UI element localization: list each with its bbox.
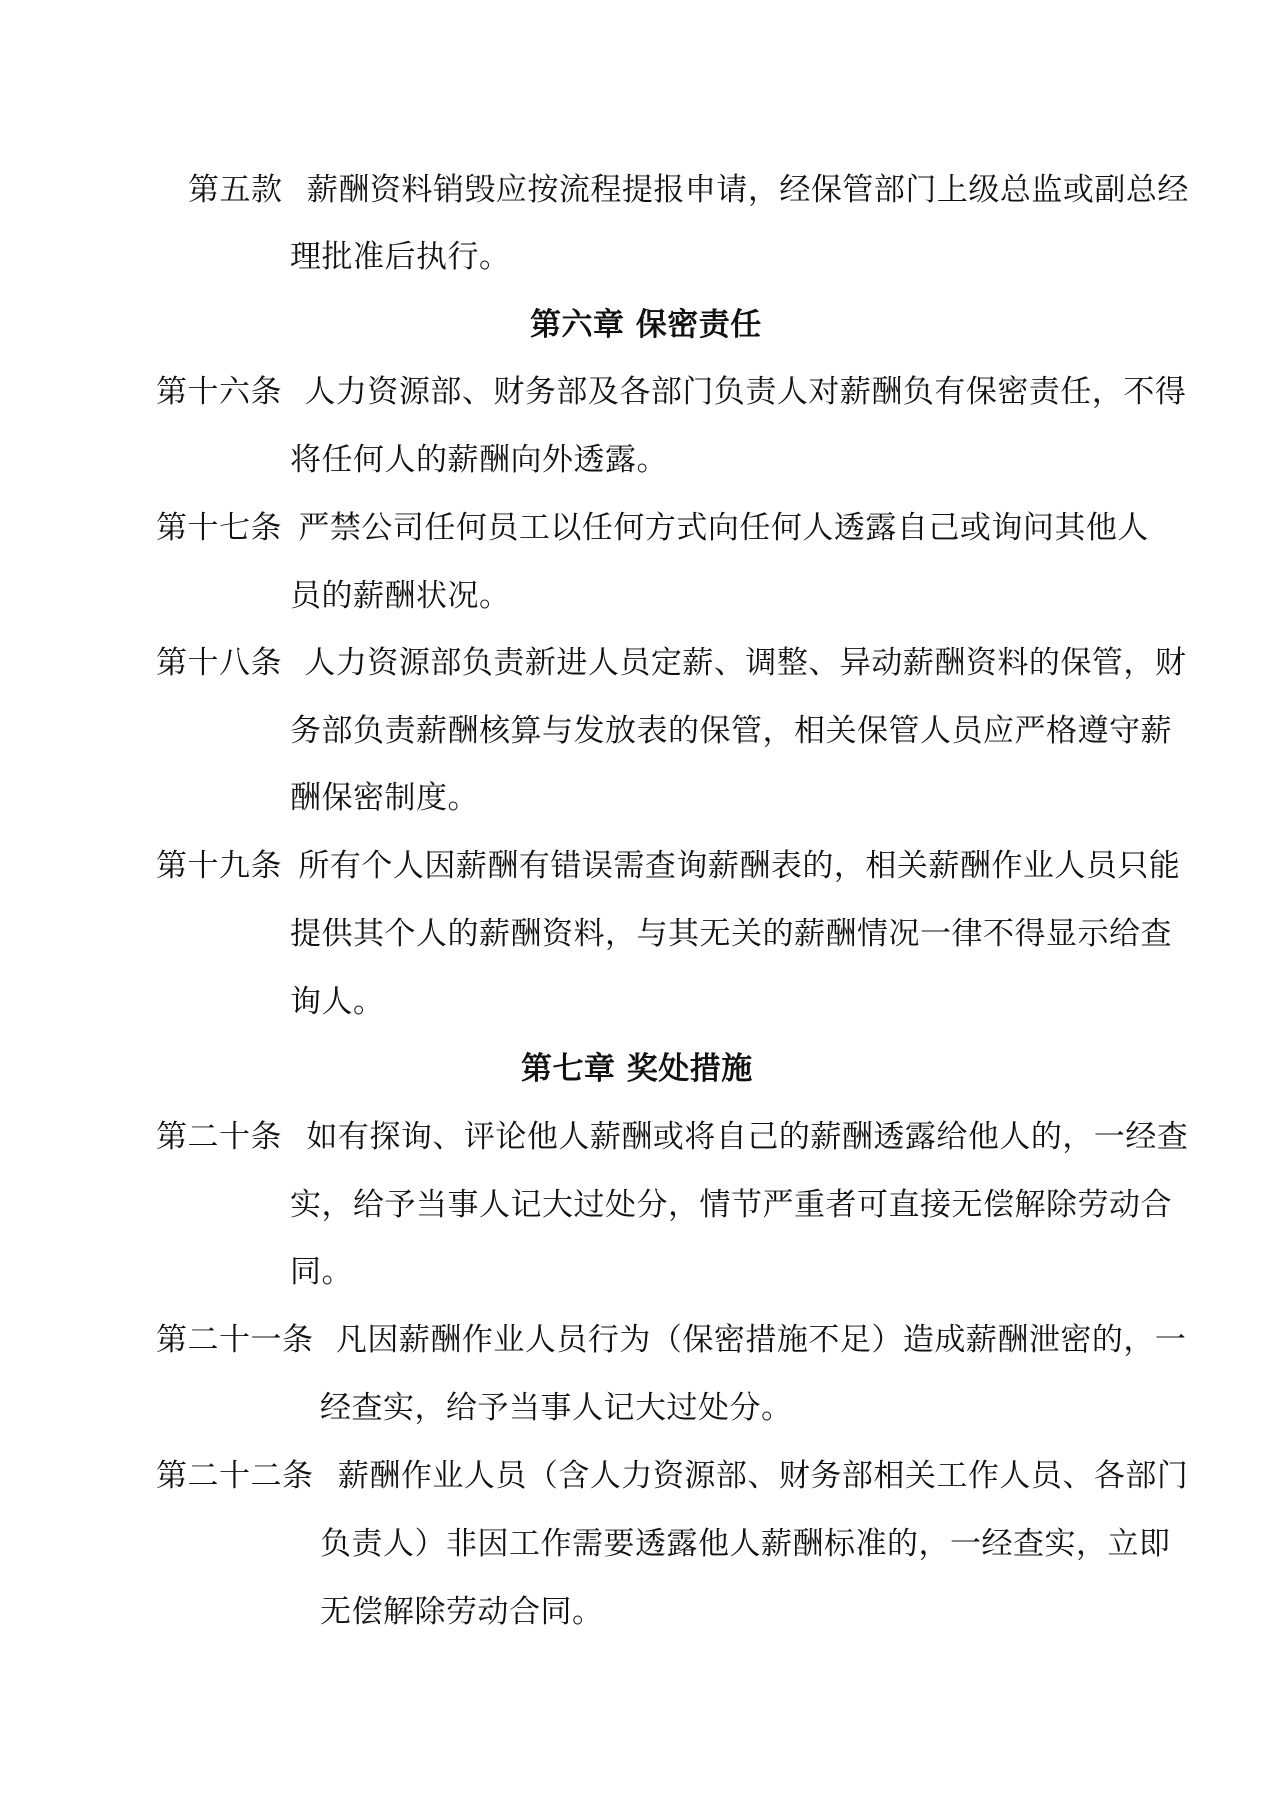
article-17-text-1: 严禁公司任何员工以任何方式向任何人透露自己或询问其他人 bbox=[298, 510, 1149, 546]
article-20-line-2: 实，给予当事人记大过处分，情节严重者可直接无偿解除劳动合 bbox=[290, 1187, 1172, 1223]
clause-5-label: 第五款 bbox=[188, 172, 283, 208]
article-19-text-1: 所有个人因薪酬有错误需查询薪酬表的，相关薪酬作业人员只能 bbox=[298, 848, 1181, 884]
article-22-text-1: 薪酬作业人员（含人力资源部、财务部相关工作人员、各部门 bbox=[337, 1458, 1189, 1494]
article-20-label: 第二十条 bbox=[156, 1119, 282, 1155]
article-18-label: 第十八条 bbox=[156, 645, 282, 681]
article-22-line-2: 负责人）非因工作需要透露他人薪酬标准的，一经查实，立即 bbox=[320, 1526, 1171, 1562]
article-21-label: 第二十一条 bbox=[156, 1322, 314, 1358]
clause-5-text-1: 薪酬资料销毁应按流程提报申请，经保管部门上级总监或副总经 bbox=[306, 172, 1189, 208]
article-17-line-1 bbox=[156, 508, 1149, 548]
article-21-line-1 bbox=[156, 1320, 1186, 1360]
article-19-label: 第十九条 bbox=[156, 848, 282, 884]
clause-5-line-2: 理批准后执行。 bbox=[290, 239, 511, 275]
article-17-label: 第十七条 bbox=[156, 510, 282, 546]
article-21-text-1: 凡因薪酬作业人员行为（保密措施不足）造成薪酬泄密的，一 bbox=[335, 1322, 1187, 1358]
article-22-label: 第二十二条 bbox=[156, 1458, 314, 1494]
article-22-line-3: 无偿解除劳动合同。 bbox=[320, 1594, 604, 1630]
article-20-text-1: 如有探询、评论他人薪酬或将自己的薪酬透露给他人的，一经查 bbox=[306, 1119, 1189, 1155]
article-16-text-1: 人力资源部、财务部及各部门负责人对薪酬负有保密责任，不得 bbox=[304, 374, 1187, 410]
article-16-label: 第十六条 bbox=[156, 374, 282, 410]
article-17-line-2: 员的薪酬状况。 bbox=[290, 578, 511, 614]
article-16-line-1 bbox=[156, 372, 1186, 412]
article-21-line-2: 经查实，给予当事人记大过处分。 bbox=[320, 1390, 793, 1426]
article-22-line-1 bbox=[156, 1456, 1188, 1496]
chapter-7-heading: 第七章 奖处措施 bbox=[521, 1051, 753, 1087]
article-19-line-3: 询人。 bbox=[290, 984, 385, 1020]
article-18-line-2: 务部负责薪酬核算与发放表的保管，相关保管人员应严格遵守薪 bbox=[290, 713, 1172, 749]
article-20-line-3: 同。 bbox=[290, 1254, 353, 1290]
article-20-line-1 bbox=[156, 1117, 1188, 1157]
article-16-line-2: 将任何人的薪酬向外透露。 bbox=[290, 442, 668, 478]
clause-5-line-1 bbox=[188, 170, 1189, 210]
article-18-line-1 bbox=[156, 643, 1186, 683]
chapter-6-heading: 第六章 保密责任 bbox=[530, 307, 762, 343]
article-18-line-3: 酬保密制度。 bbox=[290, 780, 479, 816]
article-18-text-1: 人力资源部负责新进人员定薪、调整、异动薪酬资料的保管，财 bbox=[304, 645, 1187, 681]
article-19-line-2: 提供其个人的薪酬资料，与其无关的薪酬情况一律不得显示给查 bbox=[290, 916, 1172, 952]
article-19-line-1 bbox=[156, 846, 1180, 886]
